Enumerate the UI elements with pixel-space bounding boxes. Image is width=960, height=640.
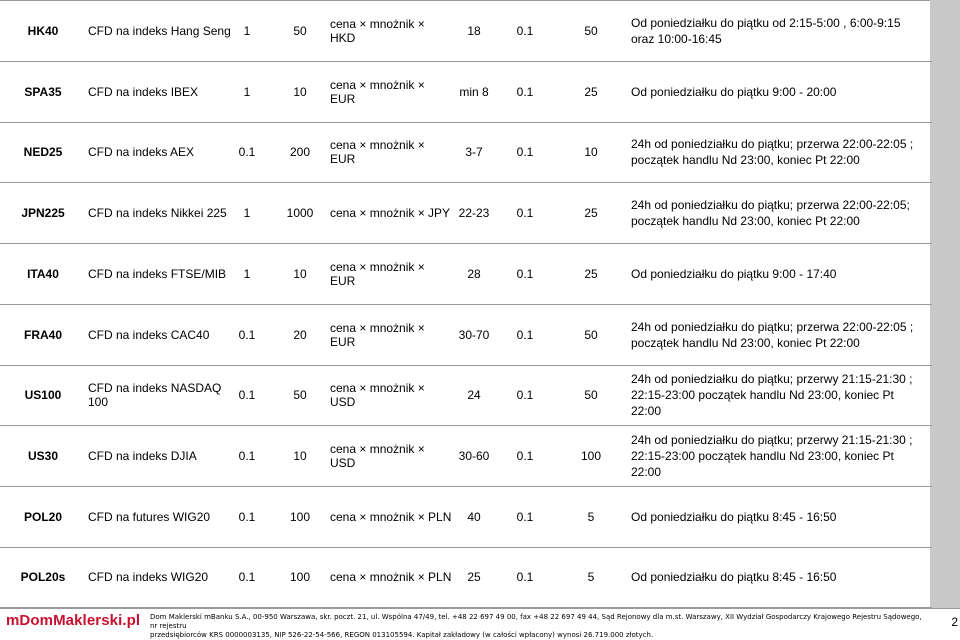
instrument-name-cell: CFD na futures WIG20 [88, 509, 211, 524]
company-info [150, 613, 930, 640]
contract-value-cell: cena × mnożnik × EUR [330, 77, 425, 106]
multiplier-cell: 50 [293, 388, 307, 403]
symbol-cell: US100 [24, 388, 62, 403]
tick-size-cell: 0.1 [516, 266, 534, 281]
contract-value-cell: cena × mnożnik × JPY [330, 206, 451, 221]
tick-size-cell: 0.1 [516, 570, 534, 585]
spread-cell: 30-70 [458, 327, 490, 342]
tick-size-cell: 0.1 [516, 388, 534, 403]
multiplier-cell: 10 [293, 448, 307, 463]
contract-value-cell: cena × mnożnik × EUR [330, 320, 425, 349]
multiplier-cell: 10 [293, 84, 307, 99]
max-volume-cell: 100 [580, 448, 602, 463]
contract-value-cell: cena × mnożnik × USD [330, 441, 425, 470]
multiplier-cell: 10 [293, 266, 307, 281]
instrument-name-cell: CFD na indeks DJIA [88, 448, 197, 463]
min-volume-cell: 0.1 [238, 509, 256, 524]
spread-cell: 25 [467, 570, 481, 585]
max-volume-cell: 5 [587, 509, 595, 524]
spread-cell: 28 [467, 266, 481, 281]
trading-hours-cell: Od poniedziałku do piątku 8:45 - 16:50 [631, 509, 837, 524]
min-volume-cell: 1 [243, 24, 251, 38]
min-volume-cell: 0.1 [238, 145, 256, 160]
instrument-name-cell: CFD na indeks AEX [88, 145, 195, 160]
min-volume-cell: 1 [243, 84, 251, 99]
symbol-cell: FRA40 [23, 327, 62, 342]
contract-value-cell: cena × mnożnik × EUR [330, 259, 425, 288]
contract-value-cell: cena × mnożnik × USD [330, 381, 425, 410]
symbol-cell: SPA35 [24, 84, 62, 99]
tick-size-cell: 0.1 [516, 145, 534, 160]
trading-hours-cell: 24h od poniedziałku do piątku; przerwa 22:00-22:05 ; początek handlu Nd 23:00, koniec Pt 22:00 [631, 137, 914, 168]
symbol-cell: US30 [27, 448, 59, 463]
instrument-name-cell: CFD na indeks Hang Seng [88, 24, 231, 38]
min-volume-cell: 1 [243, 206, 251, 221]
multiplier-cell: 100 [289, 570, 311, 585]
instrument-name-cell: CFD na indeks IBEX [88, 84, 199, 99]
contract-value-cell: cena × mnożnik × HKD [330, 17, 425, 45]
trading-hours-cell: Od poniedziałku do piątku 8:45 - 16:50 [631, 570, 837, 585]
footer-divider [0, 608, 960, 609]
spread-cell: 3-7 [465, 145, 483, 160]
max-volume-cell: 50 [584, 327, 598, 342]
max-volume-cell: 25 [584, 84, 598, 99]
page-number: 2 [951, 615, 958, 629]
min-volume-cell: 0.1 [238, 448, 256, 463]
trading-hours-cell: 24h od poniedziałku do piątku; przerwa 22:00-22:05; początek handlu Nd 23:00, koniec Pt 22:00 [631, 198, 910, 229]
multiplier-cell: 20 [293, 327, 307, 342]
contract-value-cell: cena × mnożnik × PLN [330, 570, 452, 585]
contract-value-cell: cena × mnożnik × PLN [330, 509, 452, 524]
table-row [0, 547, 932, 608]
table-row [0, 1, 932, 62]
multiplier-cell: 100 [289, 509, 311, 524]
table-row [0, 122, 932, 183]
spread-cell: 30-60 [458, 448, 490, 463]
symbol-cell: POL20 [23, 509, 62, 524]
tick-size-cell: 0.1 [516, 509, 534, 524]
min-volume-cell: 0.1 [238, 388, 256, 403]
trading-hours-cell: Od poniedziałku do piątku 9:00 - 17:40 [631, 266, 837, 281]
trading-hours-cell: 24h od poniedziałku do piątku; przerwy 21:15-21:30 ; 22:15-23:00 początek handlu Nd 23:00, koniec Pt 22:00 [631, 432, 913, 479]
instrument-name-cell: CFD na indeks WIG20 [88, 570, 209, 585]
instrument-name-cell: CFD na indeks NASDAQ 100 [88, 381, 222, 410]
tick-size-cell: 0.1 [516, 206, 534, 221]
tick-size-cell: 0.1 [516, 448, 534, 463]
multiplier-cell: 1000 [286, 206, 314, 221]
table-row [0, 365, 932, 426]
spread-cell: min 8 [459, 84, 489, 99]
min-volume-cell: 0.1 [238, 570, 256, 585]
symbol-cell: HK40 [27, 24, 59, 38]
trading-hours-cell: 24h od poniedziałku do piątku; przerwa 22:00-22:05 ; początek handlu Nd 23:00, koniec Pt 22:00 [631, 319, 914, 350]
symbol-cell: POL20s [20, 570, 66, 585]
symbol-cell: JPN225 [21, 206, 65, 221]
max-volume-cell: 50 [584, 24, 598, 38]
max-volume-cell: 10 [584, 145, 598, 160]
table-row [0, 183, 932, 244]
spread-cell: 24 [467, 388, 481, 403]
table-row [0, 487, 932, 548]
spread-cell: 40 [467, 509, 481, 524]
symbol-cell: NED25 [23, 145, 63, 160]
table-row [0, 305, 932, 366]
max-volume-cell: 50 [584, 388, 598, 403]
tick-size-cell: 0.1 [516, 327, 534, 342]
symbol-cell: ITA40 [27, 266, 59, 281]
instrument-name-cell: CFD na indeks Nikkei 225 [88, 206, 227, 221]
max-volume-cell: 5 [587, 570, 595, 585]
max-volume-cell: 25 [584, 206, 598, 221]
contract-value-cell: cena × mnożnik × EUR [330, 138, 425, 167]
max-volume-cell: 25 [584, 266, 598, 281]
company-info-line-1: Dom Maklerski mBanku S.A., 00-950 Warszawa, skr. poczt. 21, ul. Wspólna 47/49, tel. +48 22 697 49 00, fax +48 22 697 49 44, Sąd Rejonowy dla m.st. Warszawy, XII Wydział Gospodarczy Krajowego Rejestru Sądowego, nr rejestru [150, 613, 922, 630]
spread-cell: 18 [467, 24, 481, 38]
instrument-name-cell: CFD na indeks FTSE/MIB [88, 266, 227, 281]
multiplier-cell: 200 [289, 145, 311, 160]
mdm-logo[interactable]: mDomMaklerski.pl [6, 612, 141, 629]
page-footer [0, 608, 960, 639]
tick-size-cell: 0.1 [516, 24, 534, 38]
table-row [0, 426, 932, 487]
table-row [0, 62, 932, 123]
trading-hours-cell: Od poniedziałku do piątku od 2:15-5:00 , 6:00-9:15 oraz 10:00-16:45 [631, 16, 901, 46]
spread-cell: 22-23 [458, 206, 490, 221]
min-volume-cell: 0.1 [238, 327, 256, 342]
instrument-name-cell: CFD na indeks CAC40 [88, 327, 210, 342]
table-row [0, 244, 932, 305]
multiplier-cell: 50 [293, 24, 307, 38]
tick-size-cell: 0.1 [516, 84, 534, 99]
company-info-line-2: przedsiębiorców KRS 0000003135, NIP 526-22-54-566, REGON 013105594. Kapitał zakładowy (w całości wpłacony) wynosi 26.719.000 złotych. [150, 631, 654, 639]
trading-hours-cell: Od poniedziałku do piątku 9:00 - 20:00 [631, 84, 837, 99]
min-volume-cell: 1 [243, 266, 251, 281]
trading-hours-cell: 24h od poniedziałku do piątku; przerwy 21:15-21:30 ; 22:15-23:00 początek handlu Nd 23:00, koniec Pt 22:00 [631, 372, 913, 419]
right-gray-panel [930, 0, 960, 608]
